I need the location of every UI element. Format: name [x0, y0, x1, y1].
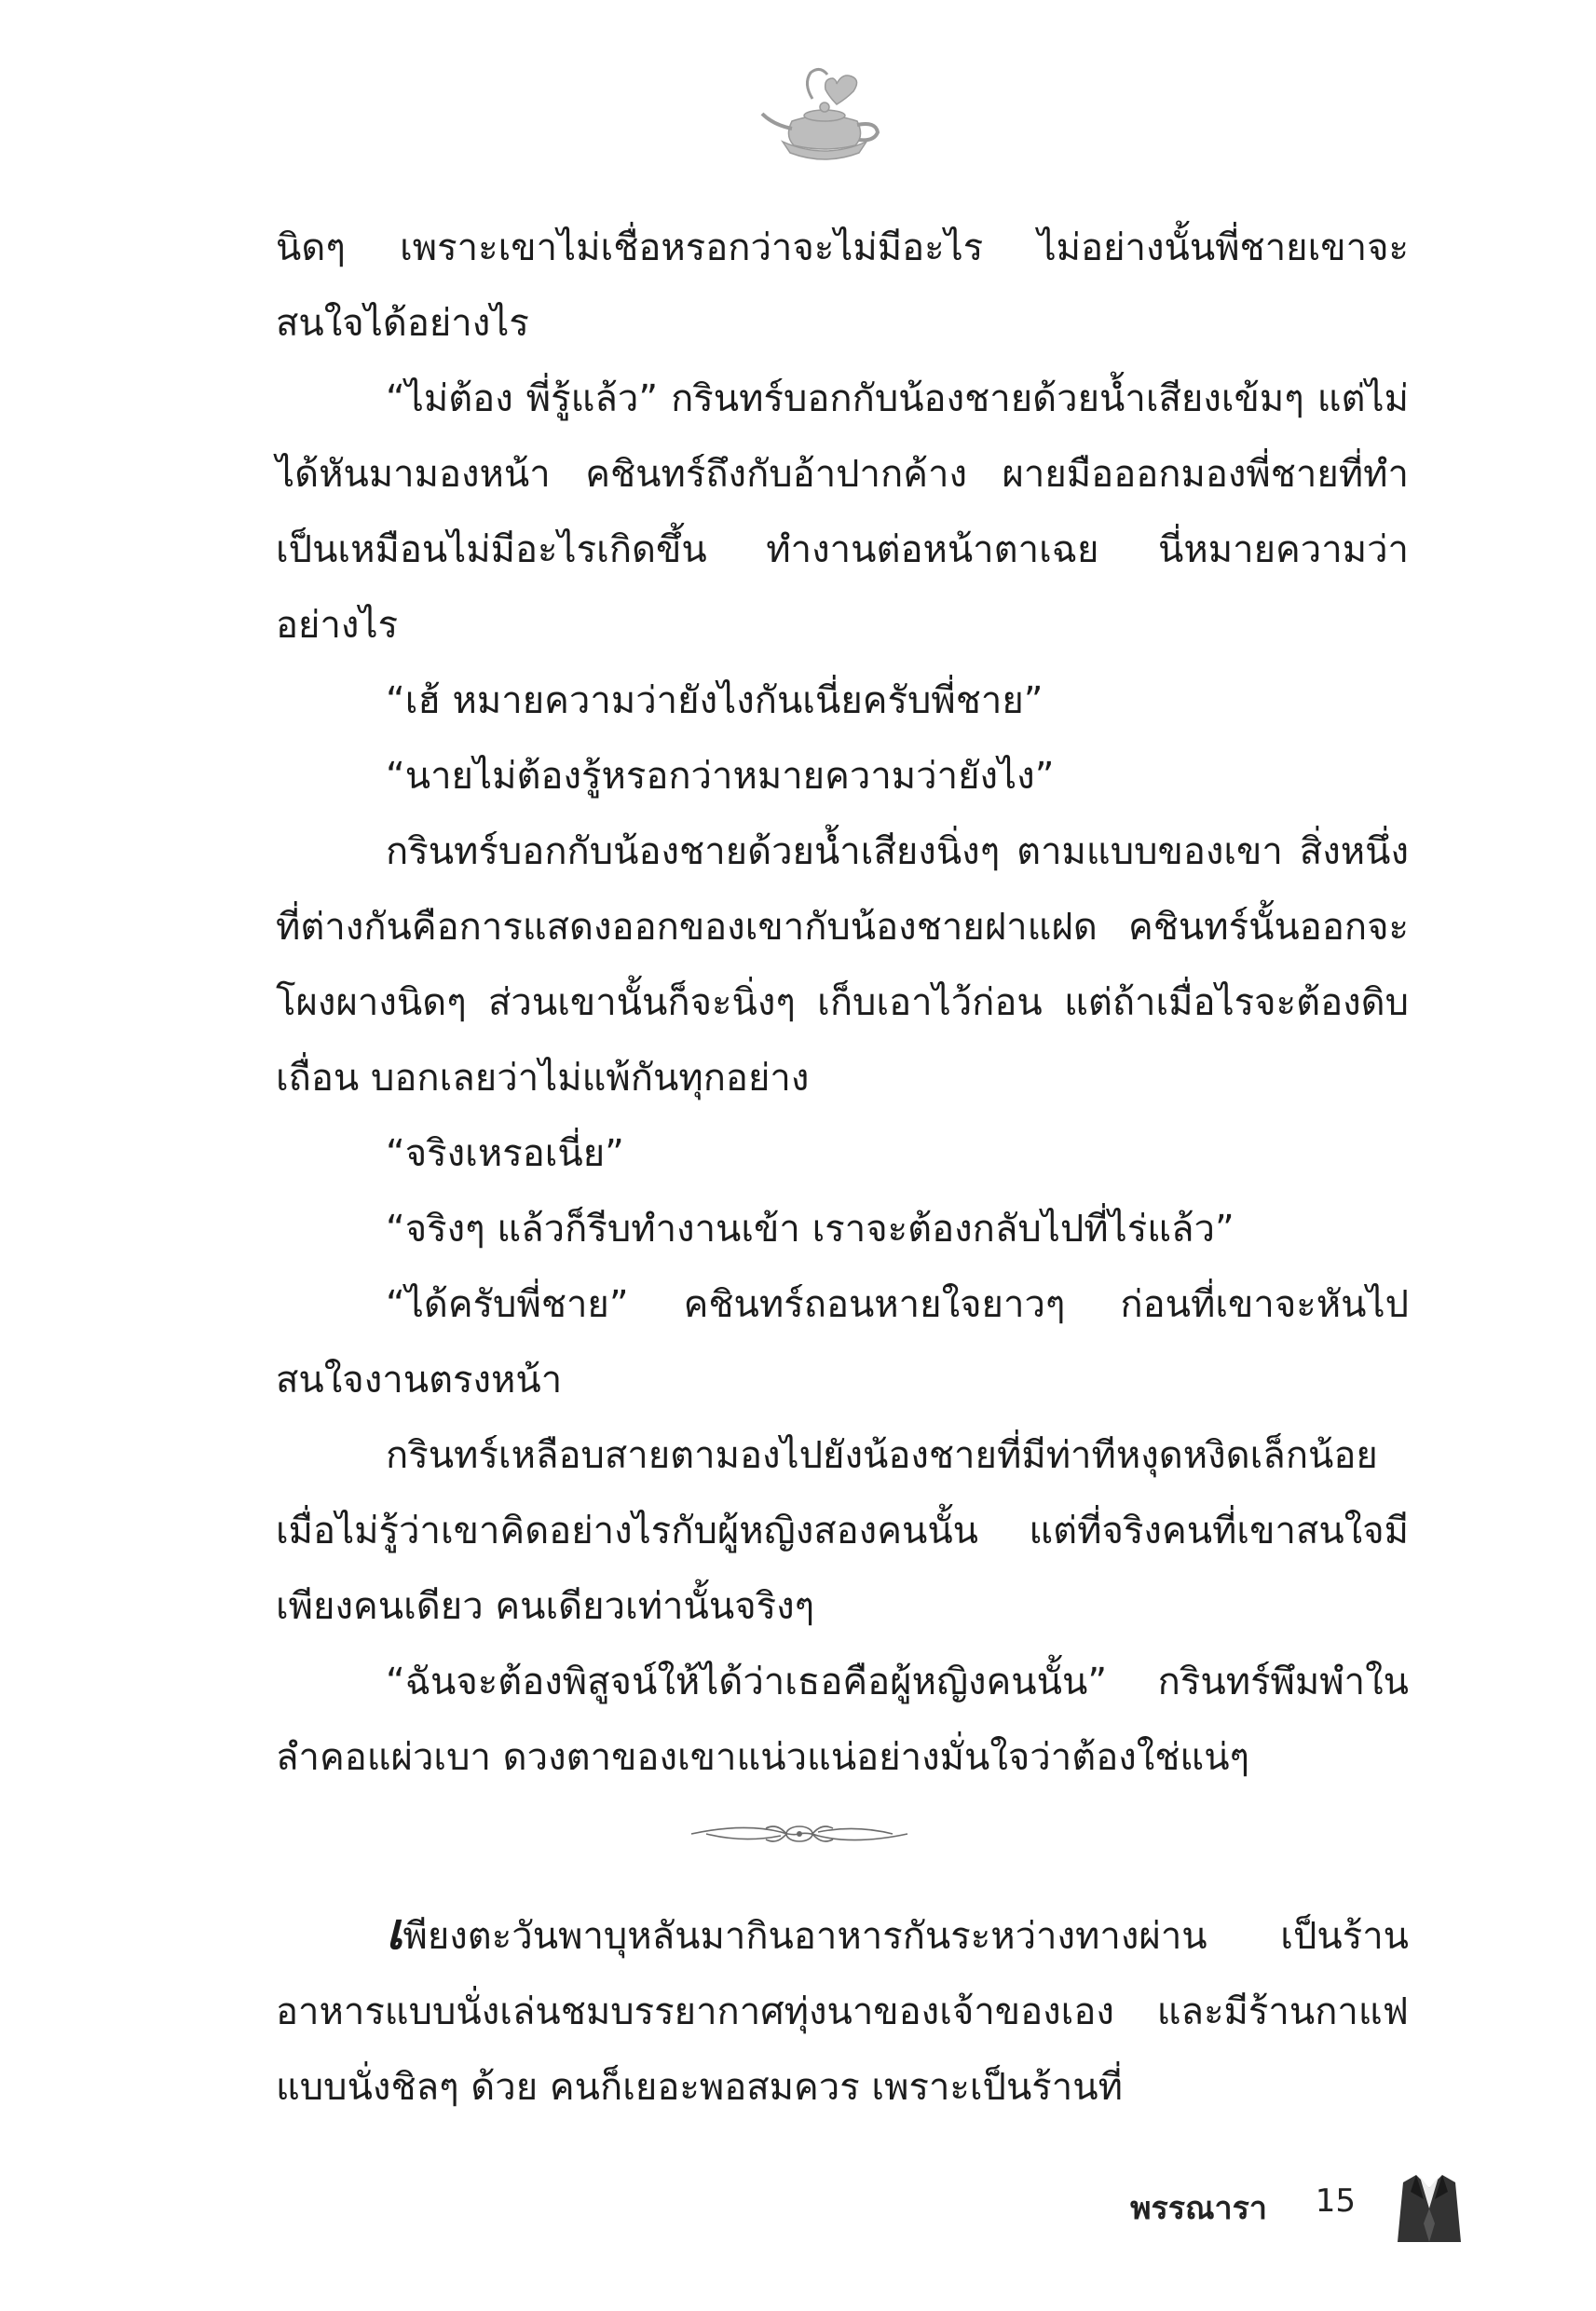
drop-cap: เ [386, 1901, 403, 1961]
paragraph: “จริงเหรอเนี่ย” [386, 1132, 624, 1175]
paragraph: กรินทร์บอกกับน้องชายด้วยน้ำเสียงนิ่งๆ ตามแบบของเขา สิ่งหนึ่งที่ต่างกันคือการแสดงออกของเขากับน้องชายฝาแฝด คชินทร์นั้นออกจะโผงผางนิดๆ ส่วนเขานั้นก็จะนิ่งๆ เก็บเอาไว้ก่อน แต่ถ้าเมื่อไรจะต้องดิบเถื่อน บอกเลยว่าไม่แพ้กันทุกอย่าง [276, 830, 1409, 1100]
paragraph: “เฮ้ หมายความว่ายังไงกันเนี่ยครับพี่ชาย” [386, 679, 1044, 722]
chapter-body-text [276, 211, 1409, 1796]
teapot-ornament-icon [745, 56, 904, 168]
paragraph-text: พียงตะวันพาบุหลันมากินอาหารกันระหว่างทางผ่าน เป็นร้านอาหารแบบนั่งเล่นชมบรรยากาศทุ่งนาของเจ้าของเอง และมีร้านกาแฟแบบนั่งชิลๆ ด้วย คนก็เยอะพอสมควร เพราะเป็นร้านที่ [276, 1915, 1409, 2109]
book-title: พรรณารา [1130, 2190, 1267, 2227]
suit-jacket-icon [1396, 2171, 1463, 2246]
page-number: 15 [1315, 2182, 1356, 2220]
section-two-text [276, 1899, 1409, 2126]
paragraph: “ฉันจะต้องพิสูจน์ให้ได้ว่าเธอคือผู้หญิงคนนั้น” กรินทร์พึมพำในลำคอแผ่วเบา ดวงตาของเขาแน่วแน่อย่างมั่นใจว่าต้องใช่แน่ๆ [276, 1661, 1409, 1779]
paragraph: นิดๆ เพราะเขาไม่เชื่อหรอกว่าจะไม่มีอะไร ไม่อย่างนั้นพี่ชายเขาจะสนใจได้อย่างไร [276, 226, 1409, 345]
paragraph: “นายไม่ต้องรู้หรอกว่าหมายความว่ายังไง” [386, 755, 1055, 798]
paragraph [276, 1899, 1409, 2126]
page-footer [1071, 2171, 1463, 2236]
paragraph: “จริงๆ แล้วก็รีบทำงานเข้า เราจะต้องกลับไปที่ไร่แล้ว” [386, 1208, 1235, 1251]
flourish-divider-icon [688, 1813, 911, 1854]
paragraph: กรินทร์เหลือบสายตามองไปยังน้องชายที่มีท่าทีหงุดหงิดเล็กน้อย เมื่อไม่รู้ว่าเขาคิดอย่างไรกับผู้หญิงสองคนนั้น แต่ที่จริงคนที่เขาสนใจมีเพียงคนเดียว คนเดียวเท่านั้นจริงๆ [276, 1434, 1409, 1628]
paragraph: “ไม่ต้อง พี่รู้แล้ว” กรินทร์บอกกับน้องชายด้วยน้ำเสียงเข้มๆ แต่ไม่ได้หันมามองหน้า คชินทร์ถึงกับอ้าปากค้าง ผายมือออกมองพี่ชายที่ทำเป็นเหมือนไม่มีอะไรเกิดขึ้น ทำงานต่อหน้าตาเฉย นี่หมายความว่าอย่างไร [276, 377, 1409, 647]
paragraph: “ได้ครับพี่ชาย” คชินทร์ถอนหายใจยาวๆ ก่อนที่เขาจะหันไปสนใจงานตรงหน้า [276, 1283, 1409, 1402]
